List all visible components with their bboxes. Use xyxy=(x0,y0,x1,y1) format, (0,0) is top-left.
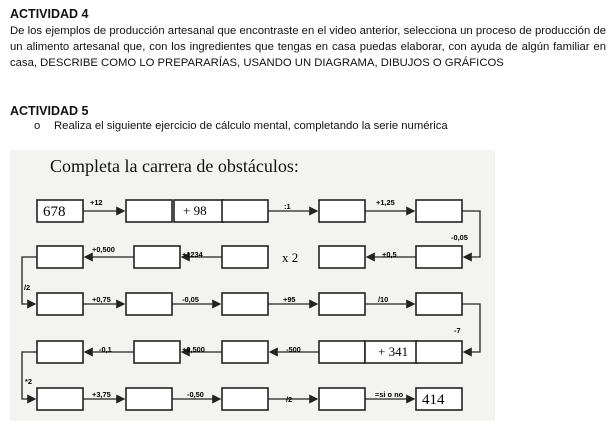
race-box-4-4[interactable] xyxy=(319,341,365,363)
race-op-4-3: -500 xyxy=(286,345,301,354)
race-op-4-1: -0,1 xyxy=(99,345,112,354)
race-box-3-2[interactable] xyxy=(126,293,172,315)
race-turn-2: /2 xyxy=(24,283,31,292)
race-op-3-4: /10 xyxy=(378,295,389,304)
race-op-2-2: +1234 xyxy=(182,250,203,259)
race-box-2-5[interactable] xyxy=(416,246,462,268)
race-turn-1: -0,05 xyxy=(451,233,468,242)
race-op-1-3: +1,25 xyxy=(376,198,395,207)
race-op-5-4: =si o no xyxy=(375,390,404,399)
puzzle-title: Completa la carrera de obstáculos: xyxy=(50,156,299,176)
race-box-1-5[interactable] xyxy=(319,200,365,222)
activity-4-instructions: De los ejemplos de producción artesanal que encontraste en el video anterior, selecciona un proceso de producción de un alimento artesanal que, con los ingredientes que tengas en casa puedas elaborar, con ayuda de algún familiar en casa, DESCRIBE COMO LO PREPARARÍAS, USANDO UN DIAGRAMA, DIBUJOS O GRÁFICOS xyxy=(10,25,606,69)
activity-4-title: ACTIVIDAD 4 xyxy=(10,7,89,21)
race-turn-3: -7 xyxy=(454,326,461,335)
race-op-5-3: /2 xyxy=(286,395,293,404)
race-box-5-5-value: 414 xyxy=(422,392,445,408)
race-box-4-3[interactable] xyxy=(222,341,268,363)
obstacle-race-diagram xyxy=(10,150,495,421)
race-box-4-2[interactable] xyxy=(134,341,180,363)
activity-5-instruction-item xyxy=(34,120,448,132)
race-box-4-1[interactable] xyxy=(37,341,83,363)
race-box-3-4[interactable] xyxy=(319,293,365,315)
race-op-2-1: +0,500 xyxy=(92,245,115,254)
race-box-3-3[interactable] xyxy=(222,293,268,315)
race-op-5-1: +3,75 xyxy=(92,390,111,399)
race-box-5-1[interactable] xyxy=(37,388,83,410)
race-op-3-1: +0,75 xyxy=(92,295,111,304)
race-turn-4: *2 xyxy=(25,377,32,386)
race-op-1-2: :1 xyxy=(284,202,291,211)
race-box-5-4[interactable] xyxy=(319,388,365,410)
race-box-2-4[interactable] xyxy=(319,246,365,268)
race-box-4-6[interactable] xyxy=(416,341,462,363)
race-op-5-2: -0,50 xyxy=(187,390,204,399)
race-op-3-3: +95 xyxy=(283,295,296,304)
obstacle-race-figure xyxy=(10,150,495,421)
race-box-4-5-value: + 341 xyxy=(378,344,409,359)
race-box-2-3 xyxy=(222,246,268,268)
activity-5-instruction-text: Realiza el siguiente ejercicio de cálculo mental, completando la serie numérica xyxy=(54,120,448,132)
race-op-4-2: +0,500 xyxy=(182,345,205,354)
race-box-5-3[interactable] xyxy=(222,388,268,410)
race-box-3-5[interactable] xyxy=(416,293,462,315)
activity-5-title: ACTIVIDAD 5 xyxy=(10,104,89,118)
race-box-1-6[interactable] xyxy=(416,200,462,222)
race-op-1-1: +12 xyxy=(90,198,103,207)
race-box-2-1[interactable] xyxy=(37,246,83,268)
race-box-3-1[interactable] xyxy=(37,293,83,315)
race-box-5-2[interactable] xyxy=(126,388,172,410)
race-box-1-3-value: + 98 xyxy=(183,203,207,218)
race-box-1-4[interactable] xyxy=(222,200,268,222)
race-box-2-2[interactable] xyxy=(134,246,180,268)
race-box-1-1-value: 678 xyxy=(43,204,66,220)
race-op-2-3: +0,5 xyxy=(382,250,397,259)
race-op-3-2: -0,05 xyxy=(182,295,199,304)
race-box-1-2[interactable] xyxy=(126,200,172,222)
race-box-2-3-value: x 2 xyxy=(282,250,299,265)
bullet-icon: o xyxy=(34,120,41,132)
